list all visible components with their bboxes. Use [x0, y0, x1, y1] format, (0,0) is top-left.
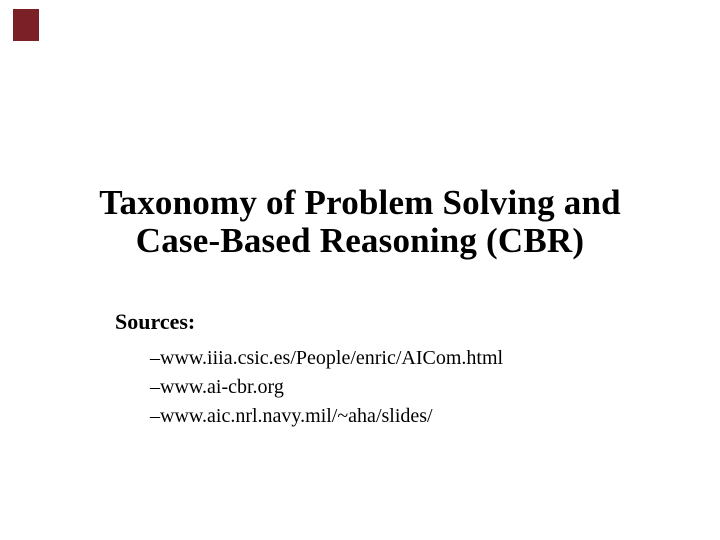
source-item: –www.aic.nrl.navy.mil/~aha/slides/ [150, 405, 433, 427]
corner-logo [13, 9, 39, 41]
source-item: –www.ai-cbr.org [150, 376, 284, 398]
slide-title-line-1: Taxonomy of Problem Solving and [99, 183, 621, 222]
source-item: –www.iiia.csic.es/People/enric/AICom.html [150, 347, 504, 369]
sources-list [150, 344, 503, 431]
slide-title-line-2: Case-Based Reasoning (CBR) [135, 221, 585, 260]
slide-title [0, 184, 720, 260]
sources-heading: Sources: [115, 309, 196, 334]
